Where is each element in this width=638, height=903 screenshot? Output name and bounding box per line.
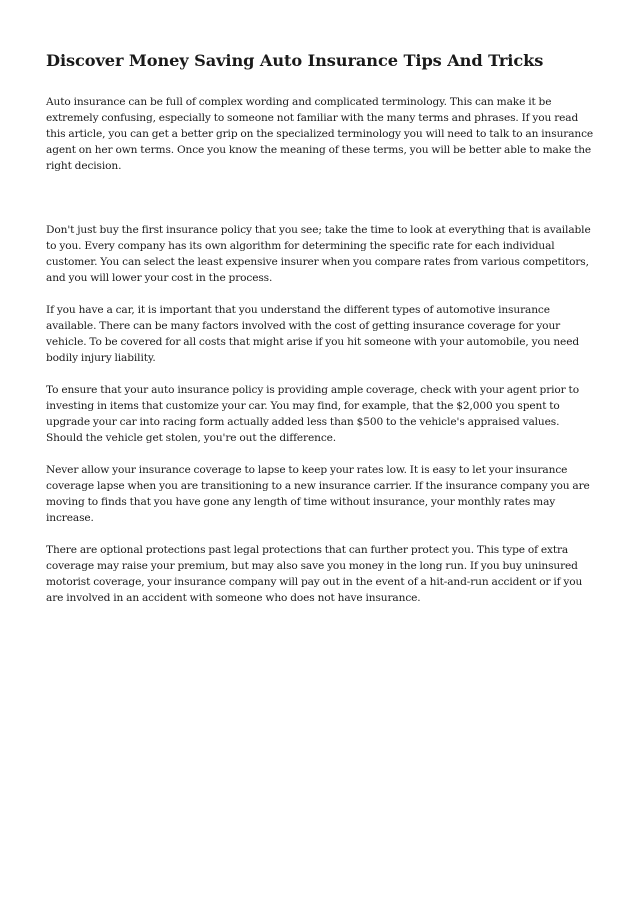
- paragraph-customization: To ensure that your auto insurance policy is providing ample coverage, check with your agent prior to investing in items that customize your car. You may find, for example, that the $2,000 you spent to upgrade your car into racing form actually added less than $500 to the vehicle's appraised values. Should the vehicle get stolen, you're out the difference.: [46, 384, 579, 444]
- document-page: [46, 50, 594, 622]
- paragraph-optional-protections: There are optional protections past legal protections that can further protect you. This type of extra coverage may raise your premium, but may also save you money in the long run. If you buy uninsured motorist coverage, your insurance company will pay out in the event of a hit-and-run accident or if you are involved in an accident with someone who does not have insurance.: [46, 544, 583, 604]
- document-title: Discover Money Saving Auto Insurance Tips And Tricks: [46, 51, 544, 70]
- paragraph-coverage-types: If you have a car, it is important that you understand the different types of automotive insurance available. There can be many factors involved with the cost of getting insurance coverage for your vehicle. To be covered for all costs that might arise if you hit someone with your automobile, you need bodily injury liability.: [46, 304, 580, 364]
- paragraph-coverage-lapse: Never allow your insurance coverage to lapse to keep your rates low. It is easy to let your insurance coverage lapse when you are transitioning to a new insurance carrier. If the insurance company you are moving to finds that you have gone any length of time without insurance, your monthly rates may increase.: [46, 464, 590, 524]
- paragraph-spacer: [46, 190, 594, 222]
- paragraph-intro: Auto insurance can be full of complex wording and complicated terminology. This can make it be extremely confusing, especially to someone not familiar with the many terms and phrases. If you read this article, you can get a better grip on the specialized terminology you will need to talk to an insurance agent on her own terms. Once you know the meaning of these terms, you will be better able to make the right decision.: [46, 96, 594, 172]
- paragraph-compare-policies: Don't just buy the first insurance policy that you see; take the time to look at everything that is available to you. Every company has its own algorithm for determining the specific rate for each individual customer. You can select the least expensive insurer when you compare rates from various competitors, and you will lower your cost in the process.: [46, 224, 591, 284]
